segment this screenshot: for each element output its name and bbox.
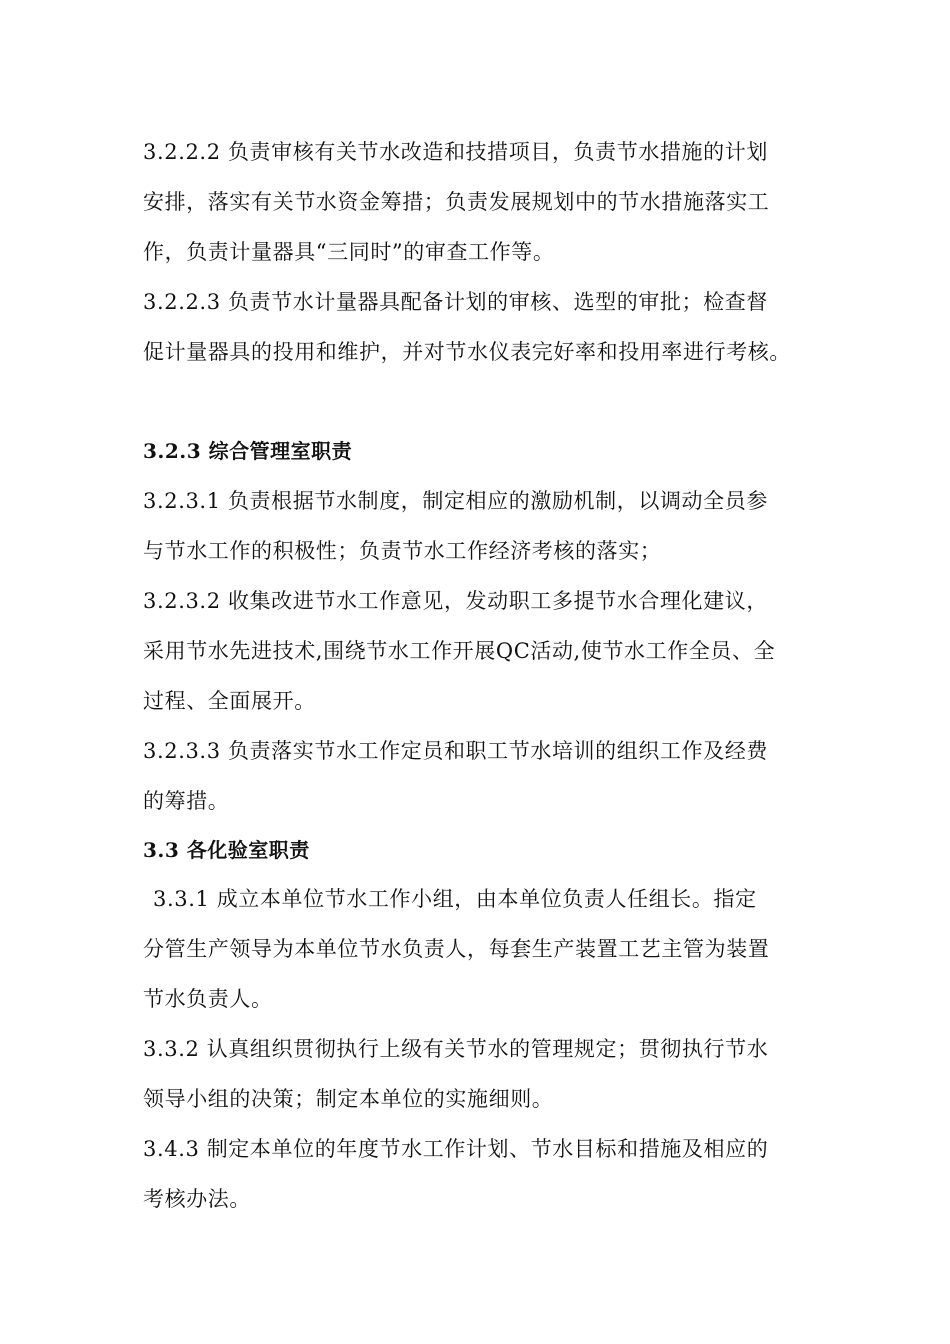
paragraph-line: 3.2.2.2 负责审核有关节水改造和技措项目，负责节水措施的计划 (143, 140, 768, 164)
paragraph-line: 过程、全面展开。 (143, 689, 316, 713)
paragraph-line: 3.2.3.3 负责落实节水工作定员和职工节水培训的组织工作及经费 (143, 739, 768, 763)
paragraph-line: 分管生产领导为本单位节水负责人，每套生产装置工艺主管为装置 (143, 937, 770, 961)
paragraph-line: 领导小组的决策；制定本单位的实施细则。 (143, 1087, 554, 1111)
paragraph-line: 采用节水先进技术,围绕节水工作开展QC活动,使节水工作全员、全 (143, 639, 776, 663)
paragraph-line: 安排，落实有关节水资金筹措；负责发展规划中的节水措施落实工 (143, 190, 770, 214)
paragraph-line: 3.4.3 制定本单位的年度节水工作计划、节水目标和措施及相应的 (143, 1137, 769, 1161)
paragraph-line: 节水负责人。 (143, 987, 273, 1011)
paragraph-line: 3.2.3.1 负责根据节水制度，制定相应的激励机制，以调动全员参 (143, 489, 768, 513)
paragraph-line: 作，负责计量器具“三同时”的审查工作等。 (143, 240, 555, 264)
paragraph-line: 的筹措。 (143, 789, 230, 813)
paragraph-line: 3.3.1 成立本单位节水工作小组，由本单位负责人任组长。指定 (153, 887, 757, 911)
paragraph-line: 与节水工作的积极性；负责节水工作经济考核的落实； (143, 539, 662, 563)
section-heading: 3.2.3 综合管理室职责 (143, 439, 353, 463)
paragraph-line: 3.2.2.3 负责节水计量器具配备计划的审核、选型的审批；检查督 (143, 290, 768, 314)
section-heading: 3.3 各化验室职责 (143, 838, 310, 862)
paragraph-line: 3.2.3.2 收集改进节水工作意见，发动职工多提节水合理化建议， (143, 589, 768, 613)
paragraph-line: 3.3.2 认真组织贯彻执行上级有关节水的管理规定；贯彻执行节水 (143, 1037, 769, 1061)
paragraph-line: 促计量器具的投用和维护，并对节水仪表完好率和投用率进行考核。 (143, 340, 791, 364)
paragraph-line: 考核办法。 (143, 1187, 251, 1211)
